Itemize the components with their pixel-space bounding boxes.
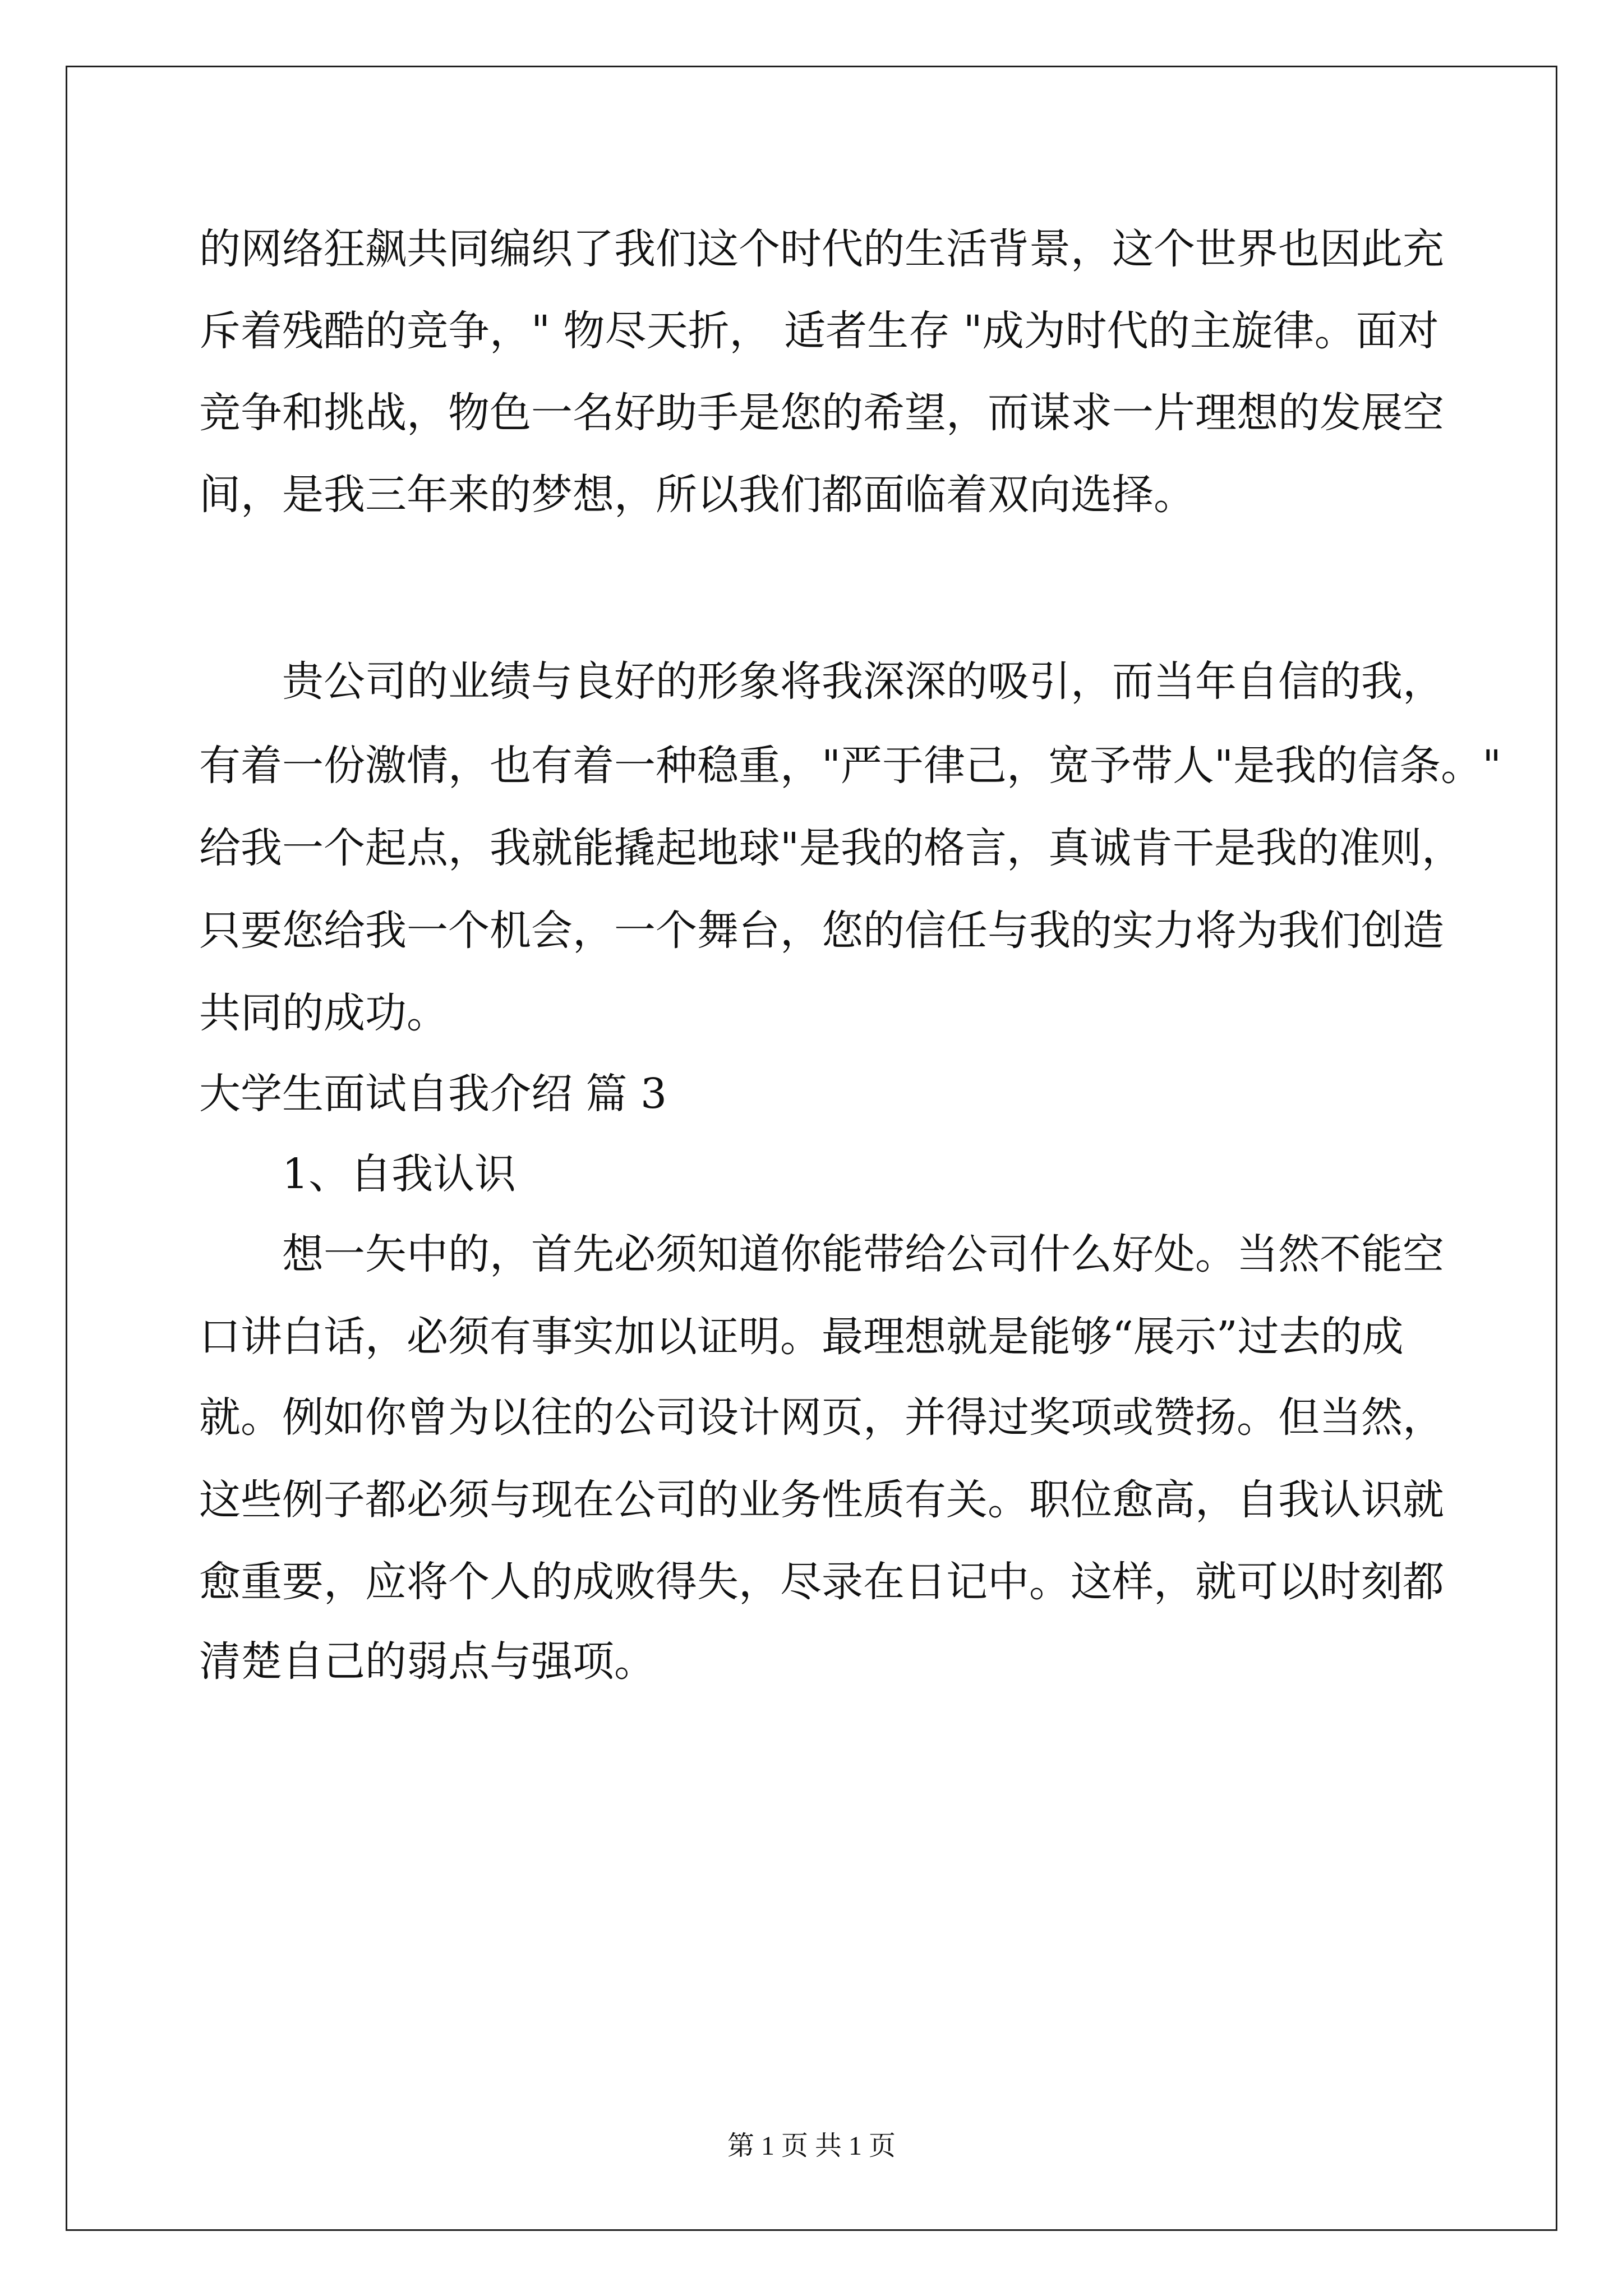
section-heading: 大学生面试自我介绍 篇 3 (199, 1070, 667, 1118)
paragraph-1-line-1: 的网络狂飙共同编织了我们这个时代的生活背景，这个世界也因此充 (199, 225, 1444, 273)
paragraph-2-line-4: 只要您给我一个机会，一个舞台，您的信任与我的实力将为我们创造 (199, 907, 1444, 955)
paragraph-3-line-1: 想一矢中的，首先必须知道你能带给公司什么好处。当然不能空 (282, 1230, 1444, 1278)
paragraph-2-line-1: 贵公司的业绩与良好的形象将我深深的吸引，而当年自信的我， (282, 657, 1444, 706)
page-footer: 第 1 页 共 1 页 (727, 2131, 896, 2161)
paragraph-3-line-4: 这些例子都必须与现在公司的业务性质有关。职位愈高，自我认识就 (199, 1476, 1444, 1524)
subheading: 1、自我认识 (282, 1150, 517, 1198)
paragraph-2-line-2: 有着一份激情，也有着一种稳重，"严于律己，宽予带人"是我的信条。" (199, 742, 1502, 790)
paragraph-3-line-5: 愈重要，应将个人的成败得失，尽录在日记中。这样，就可以时刻都 (199, 1558, 1444, 1606)
paragraph-1-line-2: 斥着残酷的竞争，" 物尽天折， 适者生存 "成为时代的主旋律。面对 (199, 307, 1439, 355)
paragraph-1-line-4: 间，是我三年来的梦想，所以我们都面临着双向选择。 (199, 471, 1195, 519)
paragraph-3-line-6: 清楚自己的弱点与强项。 (199, 1637, 656, 1686)
paragraph-3-line-3: 就。例如你曾为以往的公司设计网页，并得过奖项或赞扬。但当然， (199, 1393, 1444, 1442)
paragraph-3-line-2: 口讲白话，必须有事实加以证明。最理想就是能够“展示”过去的成 (199, 1313, 1404, 1361)
paragraph-2-line-5: 共同的成功。 (199, 989, 448, 1037)
paragraph-2-line-3: 给我一个起点，我就能撬起地球"是我的格言，真诚肯干是我的准则， (199, 824, 1464, 872)
paragraph-1-line-3: 竞争和挑战，物色一名好助手是您的希望，而谋求一片理想的发展空 (199, 389, 1444, 437)
